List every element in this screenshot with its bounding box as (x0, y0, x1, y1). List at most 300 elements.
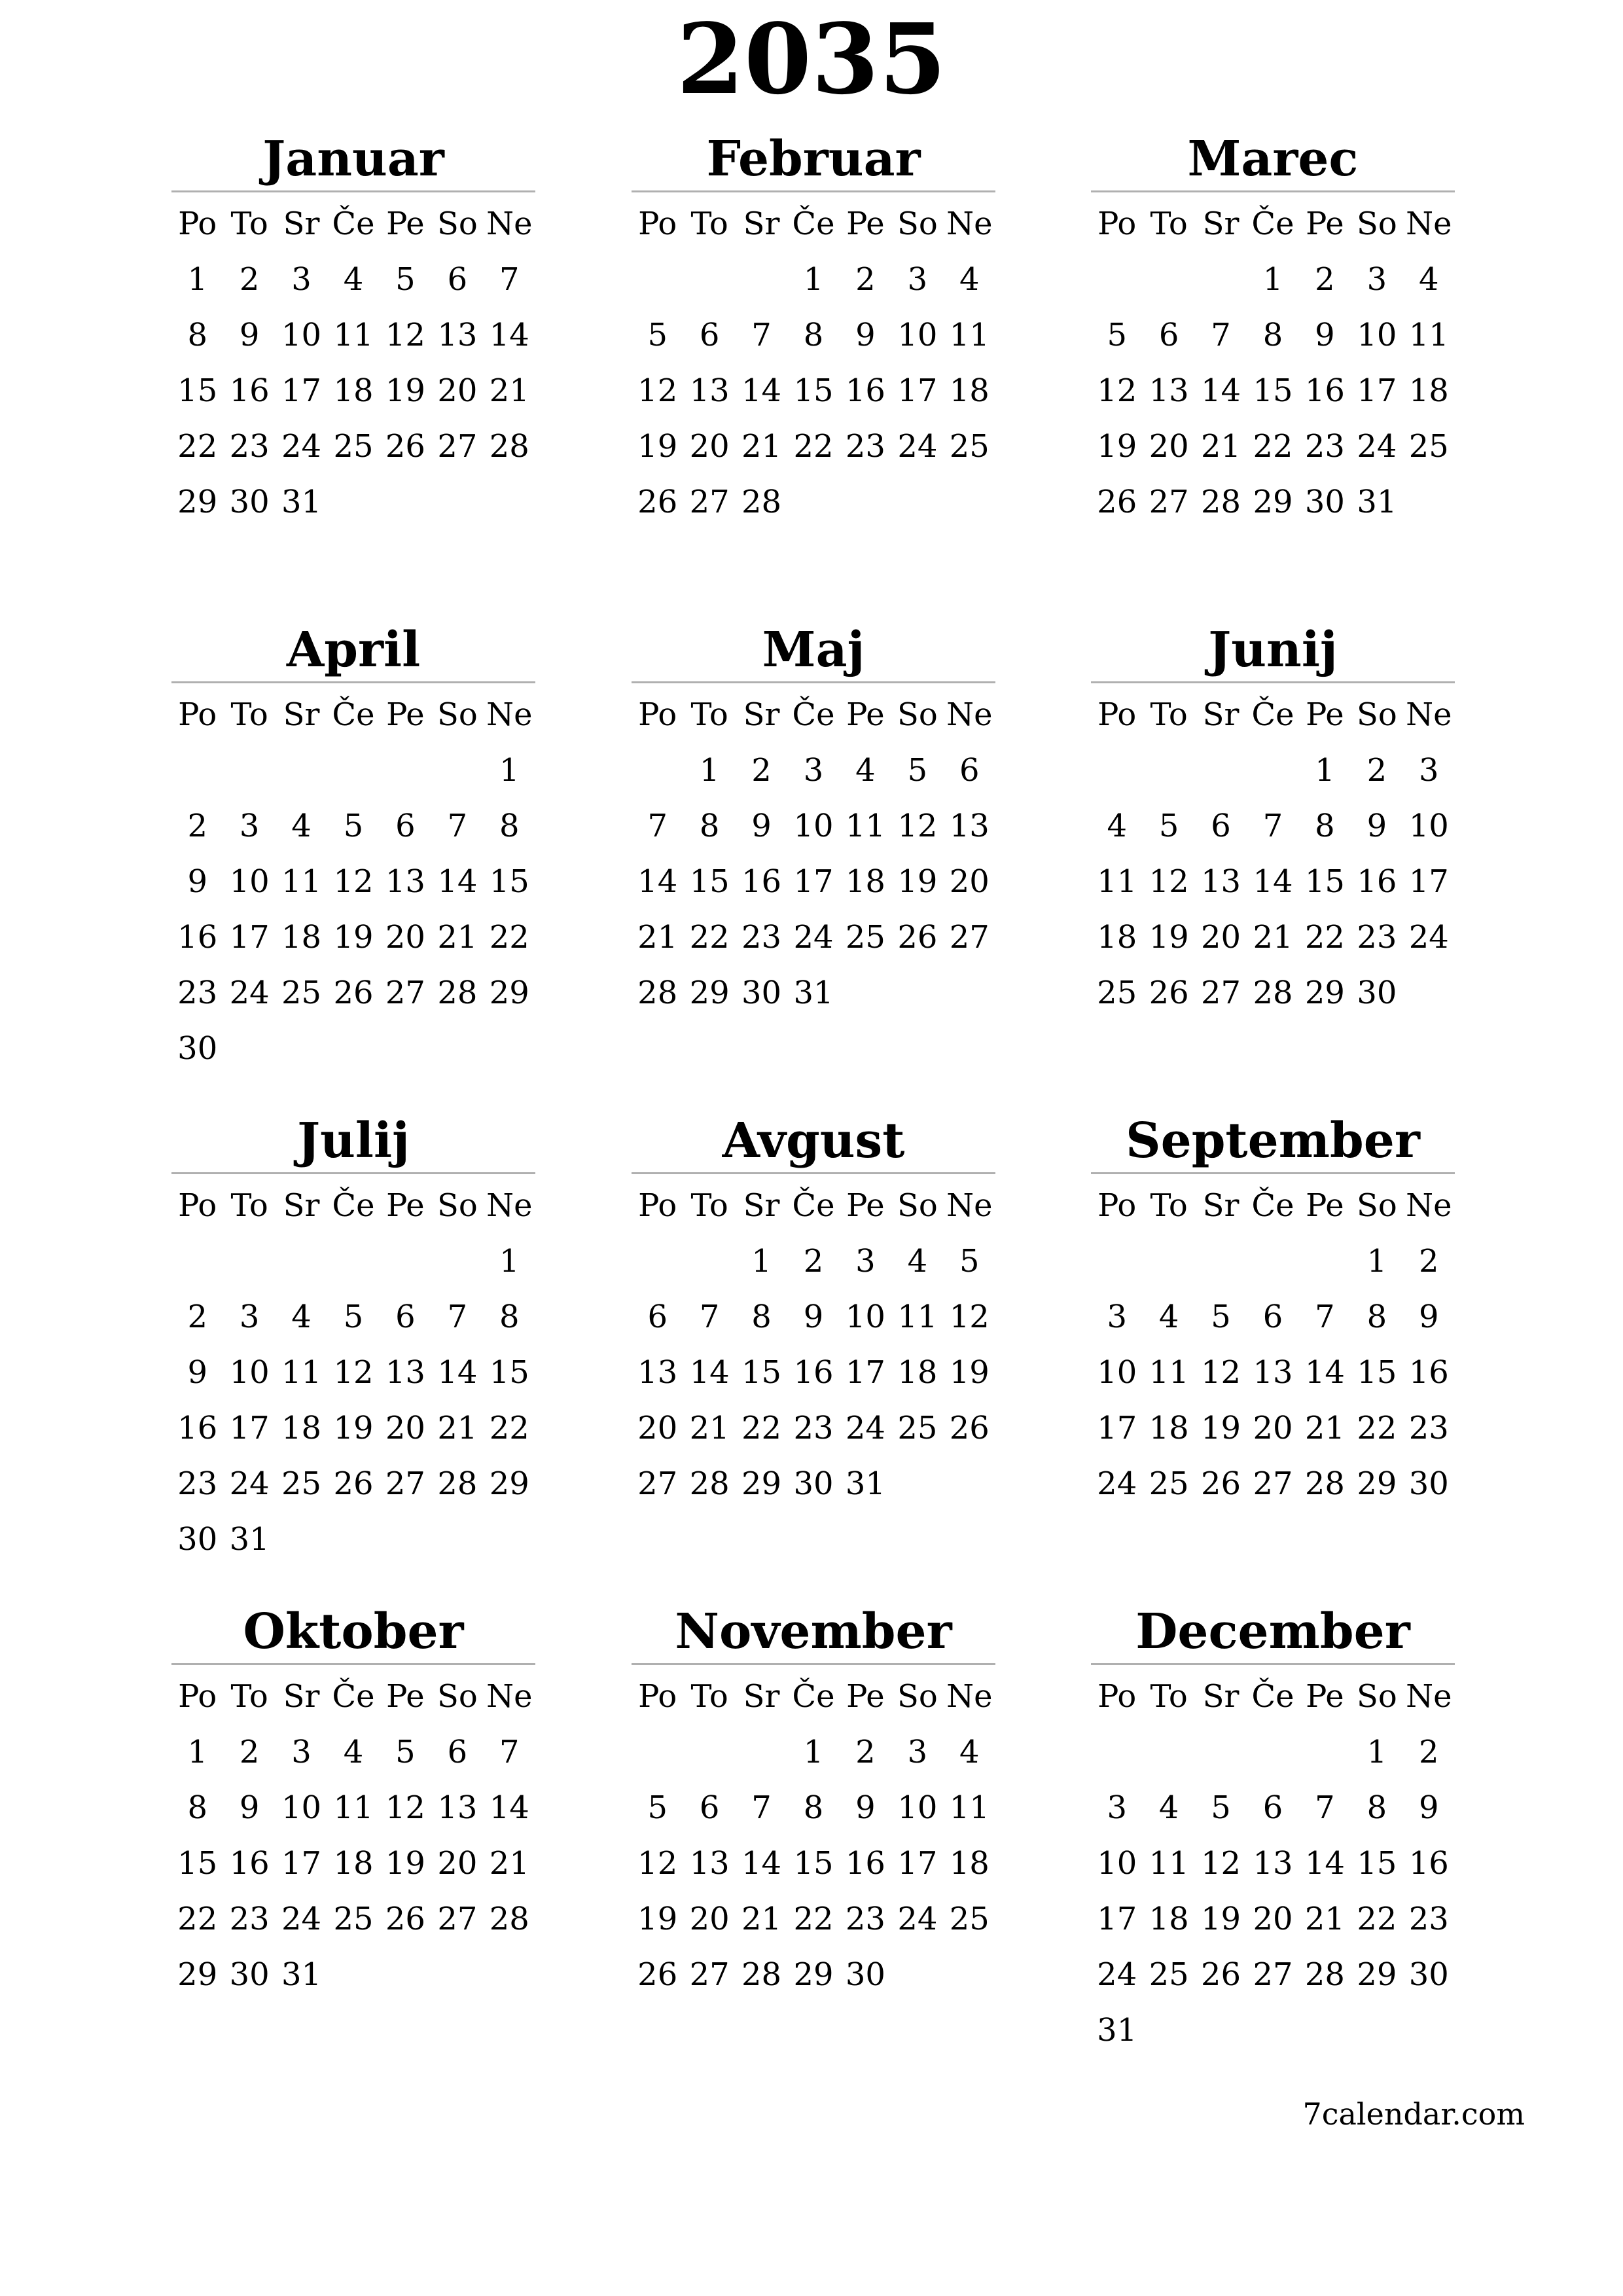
day-cell: 29 (489, 1465, 529, 1502)
day-cell: 3 (1107, 1789, 1127, 1826)
weekday-label: Po (638, 696, 677, 733)
day-cell: 6 (395, 808, 416, 844)
day-cell: 23 (793, 1410, 834, 1446)
day-cell: 12 (385, 1789, 425, 1826)
day-cell: 17 (845, 1354, 885, 1391)
day-cell: 25 (949, 1901, 990, 1937)
day-cell: 2 (187, 1299, 207, 1335)
weekday-label: So (1356, 1678, 1397, 1715)
day-cell: 28 (1304, 1956, 1345, 1993)
month-title: Julij (297, 1113, 410, 1169)
day-cell: 9 (1366, 808, 1387, 844)
day-cell: 30 (229, 484, 270, 520)
weekday-label: Po (638, 206, 677, 242)
day-cell: 4 (855, 752, 876, 789)
weekday-label: Sr (743, 696, 780, 733)
weekday-label: To (690, 206, 728, 242)
weekday-label: Če (792, 206, 835, 242)
empty-day-cell (327, 1234, 379, 1289)
day-cell: 28 (489, 1901, 529, 1937)
month-days-grid (171, 196, 535, 530)
day-cell: 30 (177, 1030, 218, 1067)
day-cell: 11 (281, 1354, 322, 1391)
day-cell: 28 (741, 484, 782, 520)
day-cell: 9 (187, 1354, 207, 1391)
month-days-grid (632, 1178, 995, 1512)
weekday-label: Če (332, 696, 375, 733)
day-cell: 17 (1097, 1410, 1137, 1446)
day-cell: 21 (489, 372, 529, 409)
month-days-grid (1091, 687, 1455, 1021)
weekday-label: Po (1097, 1187, 1137, 1224)
day-cell: 25 (1097, 975, 1137, 1011)
empty-day-cell (1143, 252, 1194, 308)
empty-day-cell (171, 743, 223, 798)
day-cell: 27 (949, 919, 990, 956)
month-divider (171, 1172, 535, 1174)
day-cell: 21 (1304, 1410, 1345, 1446)
day-cell: 20 (637, 1410, 678, 1446)
day-cell: 29 (1253, 484, 1293, 520)
weekday-label: Pe (386, 206, 425, 242)
day-cell: 26 (897, 919, 938, 956)
day-cell: 28 (437, 1465, 478, 1502)
day-cell: 10 (229, 863, 270, 900)
day-cell: 30 (1304, 484, 1345, 520)
empty-day-cell (431, 1234, 483, 1289)
day-cell: 2 (1315, 261, 1335, 298)
day-cell: 19 (1201, 1410, 1241, 1446)
day-cell: 14 (489, 317, 529, 353)
weekday-label: Če (792, 1678, 835, 1715)
day-cell: 22 (793, 1901, 834, 1937)
day-cell: 31 (281, 484, 322, 520)
empty-day-cell (223, 1234, 275, 1289)
day-cell: 2 (855, 261, 876, 298)
day-cell: 10 (1357, 317, 1397, 353)
day-cell: 8 (499, 808, 520, 844)
month-days-grid (1091, 1178, 1455, 1512)
day-cell: 12 (637, 1845, 678, 1882)
weekday-label: To (1150, 206, 1188, 242)
day-cell: 31 (793, 975, 834, 1011)
weekday-label: Če (792, 1187, 835, 1224)
day-cell: 28 (1201, 484, 1241, 520)
day-cell: 1 (803, 1734, 824, 1770)
day-cell: 1 (751, 1243, 772, 1280)
empty-day-cell (223, 743, 275, 798)
day-cell: 11 (1408, 317, 1449, 353)
day-cell: 9 (1315, 317, 1335, 353)
day-cell: 2 (239, 1734, 260, 1770)
weekday-label: Po (178, 1187, 217, 1224)
year-title: 2035 (677, 2, 946, 116)
weekday-label: To (1150, 1678, 1188, 1715)
empty-day-cell (683, 1725, 735, 1780)
month-days-grid (171, 687, 535, 1077)
day-cell: 3 (291, 1734, 312, 1770)
day-cell: 21 (437, 919, 478, 956)
day-cell: 30 (229, 1956, 270, 1993)
day-cell: 29 (689, 975, 730, 1011)
weekday-label: Če (1251, 696, 1294, 733)
weekday-label: Če (332, 206, 375, 242)
day-cell: 11 (1097, 863, 1137, 900)
day-cell: 17 (897, 1845, 938, 1882)
day-cell: 1 (499, 752, 520, 789)
weekday-label: Sr (283, 1187, 320, 1224)
weekday-label: Ne (946, 1678, 993, 1715)
day-cell: 7 (499, 1734, 520, 1770)
month-divider (171, 681, 535, 683)
day-cell: 28 (689, 1465, 730, 1502)
day-cell: 20 (949, 863, 990, 900)
month-days-grid (171, 1669, 535, 2003)
day-cell: 26 (385, 1901, 425, 1937)
weekday-label: Pe (386, 696, 425, 733)
day-cell: 18 (1408, 372, 1449, 409)
empty-day-cell (736, 252, 787, 308)
day-cell: 16 (1408, 1354, 1449, 1391)
day-cell: 24 (897, 428, 938, 465)
day-cell: 26 (1149, 975, 1189, 1011)
day-cell: 29 (1357, 1465, 1397, 1502)
day-cell: 2 (855, 1734, 876, 1770)
month-days-grid (1091, 196, 1455, 530)
day-cell: 18 (281, 1410, 322, 1446)
day-cell: 15 (741, 1354, 782, 1391)
weekday-label: Pe (386, 1678, 425, 1715)
day-cell: 26 (1201, 1465, 1241, 1502)
day-cell: 23 (1408, 1410, 1449, 1446)
day-cell: 2 (239, 261, 260, 298)
day-cell: 8 (187, 1789, 207, 1826)
day-cell: 10 (281, 1789, 322, 1826)
empty-day-cell (1091, 1725, 1143, 1780)
day-cell: 10 (845, 1299, 885, 1335)
day-cell: 20 (689, 1901, 730, 1937)
month-divider (171, 1663, 535, 1665)
day-cell: 26 (637, 484, 678, 520)
day-cell: 22 (1357, 1410, 1397, 1446)
day-cell: 20 (385, 919, 425, 956)
empty-day-cell (1195, 1725, 1247, 1780)
day-cell: 20 (1253, 1901, 1293, 1937)
day-cell: 7 (1262, 808, 1283, 844)
day-cell: 20 (437, 1845, 478, 1882)
weekday-label: Po (638, 1678, 677, 1715)
day-cell: 25 (1149, 1956, 1189, 1993)
day-cell: 5 (1158, 808, 1179, 844)
day-cell: 23 (177, 975, 218, 1011)
day-cell: 16 (845, 372, 885, 409)
day-cell: 13 (385, 1354, 425, 1391)
day-cell: 14 (741, 372, 782, 409)
empty-day-cell (1143, 1234, 1194, 1289)
day-cell: 21 (1253, 919, 1293, 956)
weekday-label: Po (1097, 696, 1137, 733)
day-cell: 18 (897, 1354, 938, 1391)
day-cell: 8 (751, 1299, 772, 1335)
day-cell: 14 (1304, 1845, 1345, 1882)
empty-day-cell (1299, 1725, 1351, 1780)
day-cell: 7 (699, 1299, 720, 1335)
day-cell: 16 (845, 1845, 885, 1882)
day-cell: 25 (1408, 428, 1449, 465)
day-cell: 12 (333, 1354, 374, 1391)
day-cell: 12 (333, 863, 374, 900)
day-cell: 10 (1097, 1354, 1137, 1391)
day-cell: 19 (637, 1901, 678, 1937)
day-cell: 15 (489, 863, 529, 900)
day-cell: 13 (437, 1789, 478, 1826)
day-cell: 11 (949, 317, 990, 353)
weekday-label: To (230, 696, 268, 733)
day-cell: 7 (1211, 317, 1231, 353)
day-cell: 14 (689, 1354, 730, 1391)
month-divider (1091, 1172, 1455, 1174)
day-cell: 2 (751, 752, 772, 789)
day-cell: 24 (281, 428, 322, 465)
day-cell: 22 (1253, 428, 1293, 465)
day-cell: 12 (897, 808, 938, 844)
day-cell: 8 (699, 808, 720, 844)
day-cell: 27 (437, 428, 478, 465)
day-cell: 16 (1357, 863, 1397, 900)
day-cell: 11 (1149, 1354, 1189, 1391)
day-cell: 28 (637, 975, 678, 1011)
day-cell: 15 (1357, 1354, 1397, 1391)
weekday-label: Ne (946, 206, 993, 242)
empty-day-cell (1143, 743, 1194, 798)
empty-day-cell (327, 743, 379, 798)
day-cell: 22 (177, 428, 218, 465)
day-cell: 22 (741, 1410, 782, 1446)
day-cell: 25 (333, 1901, 374, 1937)
day-cell: 8 (499, 1299, 520, 1335)
day-cell: 24 (793, 919, 834, 956)
weekday-label: Sr (283, 206, 320, 242)
day-cell: 15 (793, 372, 834, 409)
weekday-label: To (690, 1678, 728, 1715)
day-cell: 15 (177, 372, 218, 409)
day-cell: 12 (1201, 1845, 1241, 1882)
weekday-label: Ne (1406, 206, 1452, 242)
weekday-label: To (1150, 1187, 1188, 1224)
day-cell: 14 (437, 1354, 478, 1391)
month-days-grid (1091, 1669, 1455, 2058)
day-cell: 7 (447, 808, 468, 844)
weekday-label: Po (638, 1187, 677, 1224)
weekday-label: Sr (743, 1678, 780, 1715)
weekday-label: To (230, 1678, 268, 1715)
day-cell: 8 (803, 317, 824, 353)
month-title: April (286, 622, 421, 678)
day-cell: 20 (1201, 919, 1241, 956)
day-cell: 21 (1201, 428, 1241, 465)
day-cell: 2 (803, 1243, 824, 1280)
day-cell: 9 (751, 808, 772, 844)
weekday-label: Sr (283, 696, 320, 733)
day-cell: 10 (1097, 1845, 1137, 1882)
empty-day-cell (1195, 743, 1247, 798)
day-cell: 8 (1262, 317, 1283, 353)
day-cell: 29 (1357, 1956, 1397, 1993)
day-cell: 16 (741, 863, 782, 900)
day-cell: 8 (1366, 1789, 1387, 1826)
day-cell: 3 (1419, 752, 1439, 789)
month-title: Maj (762, 622, 865, 678)
day-cell: 25 (333, 428, 374, 465)
day-cell: 12 (1149, 863, 1189, 900)
day-cell: 19 (637, 428, 678, 465)
month-title: Junij (1208, 622, 1338, 678)
weekday-label: Pe (846, 696, 885, 733)
day-cell: 22 (1304, 919, 1345, 956)
day-cell: 25 (845, 919, 885, 956)
empty-day-cell (276, 743, 327, 798)
day-cell: 9 (855, 1789, 876, 1826)
day-cell: 5 (395, 261, 416, 298)
weekday-label: Ne (1406, 1678, 1452, 1715)
day-cell: 15 (689, 863, 730, 900)
day-cell: 2 (1366, 752, 1387, 789)
weekday-label: Pe (846, 206, 885, 242)
month-title: December (1135, 1604, 1410, 1660)
month-divider (1091, 681, 1455, 683)
day-cell: 1 (1315, 752, 1335, 789)
day-cell: 11 (897, 1299, 938, 1335)
empty-day-cell (276, 1234, 327, 1289)
day-cell: 29 (489, 975, 529, 1011)
day-cell: 18 (1097, 919, 1137, 956)
weekday-label: Ne (1406, 696, 1452, 733)
day-cell: 20 (689, 428, 730, 465)
day-cell: 18 (949, 372, 990, 409)
day-cell: 31 (229, 1521, 270, 1558)
empty-day-cell (1299, 1234, 1351, 1289)
day-cell: 5 (395, 1734, 416, 1770)
day-cell: 17 (229, 1410, 270, 1446)
day-cell: 12 (637, 372, 678, 409)
day-cell: 26 (1097, 484, 1137, 520)
weekday-label: So (897, 1678, 938, 1715)
month-block (632, 1600, 995, 2003)
weekday-label: Po (178, 696, 217, 733)
day-cell: 7 (647, 808, 668, 844)
day-cell: 13 (1149, 372, 1189, 409)
weekday-label: Pe (846, 1678, 885, 1715)
day-cell: 21 (637, 919, 678, 956)
empty-day-cell (736, 1725, 787, 1780)
day-cell: 14 (1253, 863, 1293, 900)
day-cell: 5 (1211, 1789, 1231, 1826)
day-cell: 4 (1107, 808, 1127, 844)
empty-day-cell (632, 1725, 683, 1780)
day-cell: 17 (1097, 1901, 1137, 1937)
day-cell: 10 (229, 1354, 270, 1391)
empty-day-cell (1195, 252, 1247, 308)
month-divider (171, 190, 535, 192)
weekday-label: Pe (386, 1187, 425, 1224)
day-cell: 13 (949, 808, 990, 844)
weekday-label: Če (332, 1678, 375, 1715)
weekday-label: Če (1251, 1678, 1294, 1715)
weekday-label: Ne (486, 206, 533, 242)
day-cell: 8 (187, 317, 207, 353)
day-cell: 16 (229, 372, 270, 409)
day-cell: 22 (489, 919, 529, 956)
day-cell: 31 (1097, 2012, 1137, 2049)
month-block (632, 128, 995, 530)
day-cell: 5 (647, 1789, 668, 1826)
day-cell: 17 (1408, 863, 1449, 900)
weekday-label: To (1150, 696, 1188, 733)
day-cell: 23 (741, 919, 782, 956)
day-cell: 13 (385, 863, 425, 900)
day-cell: 18 (1149, 1410, 1189, 1446)
day-cell: 19 (333, 919, 374, 956)
day-cell: 4 (959, 261, 980, 298)
weekday-label: So (897, 696, 938, 733)
day-cell: 31 (845, 1465, 885, 1502)
month-title: Avgust (722, 1113, 905, 1169)
day-cell: 21 (489, 1845, 529, 1882)
day-cell: 6 (699, 1789, 720, 1826)
day-cell: 5 (1211, 1299, 1231, 1335)
day-cell: 15 (1357, 1845, 1397, 1882)
day-cell: 8 (1315, 808, 1335, 844)
month-block (171, 1109, 535, 1568)
day-cell: 8 (1366, 1299, 1387, 1335)
day-cell: 26 (333, 975, 374, 1011)
day-cell: 6 (1262, 1299, 1283, 1335)
day-cell: 5 (343, 808, 364, 844)
day-cell: 26 (333, 1465, 374, 1502)
day-cell: 18 (281, 919, 322, 956)
weekday-label: So (437, 1678, 478, 1715)
day-cell: 20 (1253, 1410, 1293, 1446)
day-cell: 14 (437, 863, 478, 900)
empty-day-cell (632, 252, 683, 308)
day-cell: 22 (489, 1410, 529, 1446)
day-cell: 7 (1315, 1299, 1335, 1335)
weekday-label: To (230, 1187, 268, 1224)
day-cell: 10 (793, 808, 834, 844)
weekday-label: Sr (1202, 1187, 1240, 1224)
day-cell: 27 (1253, 1956, 1293, 1993)
day-cell: 4 (959, 1734, 980, 1770)
day-cell: 5 (343, 1299, 364, 1335)
day-cell: 17 (897, 372, 938, 409)
weekday-label: Po (1097, 1678, 1137, 1715)
day-cell: 12 (1097, 372, 1137, 409)
weekday-label: So (897, 206, 938, 242)
day-cell: 23 (845, 1901, 885, 1937)
day-cell: 18 (949, 1845, 990, 1882)
day-cell: 16 (177, 919, 218, 956)
day-cell: 1 (699, 752, 720, 789)
day-cell: 6 (959, 752, 980, 789)
day-cell: 4 (1158, 1789, 1179, 1826)
day-cell: 14 (1201, 372, 1241, 409)
day-cell: 21 (741, 428, 782, 465)
weekday-label: Pe (1306, 1187, 1344, 1224)
day-cell: 18 (845, 863, 885, 900)
day-cell: 4 (1158, 1299, 1179, 1335)
day-cell: 25 (949, 428, 990, 465)
day-cell: 25 (897, 1410, 938, 1446)
